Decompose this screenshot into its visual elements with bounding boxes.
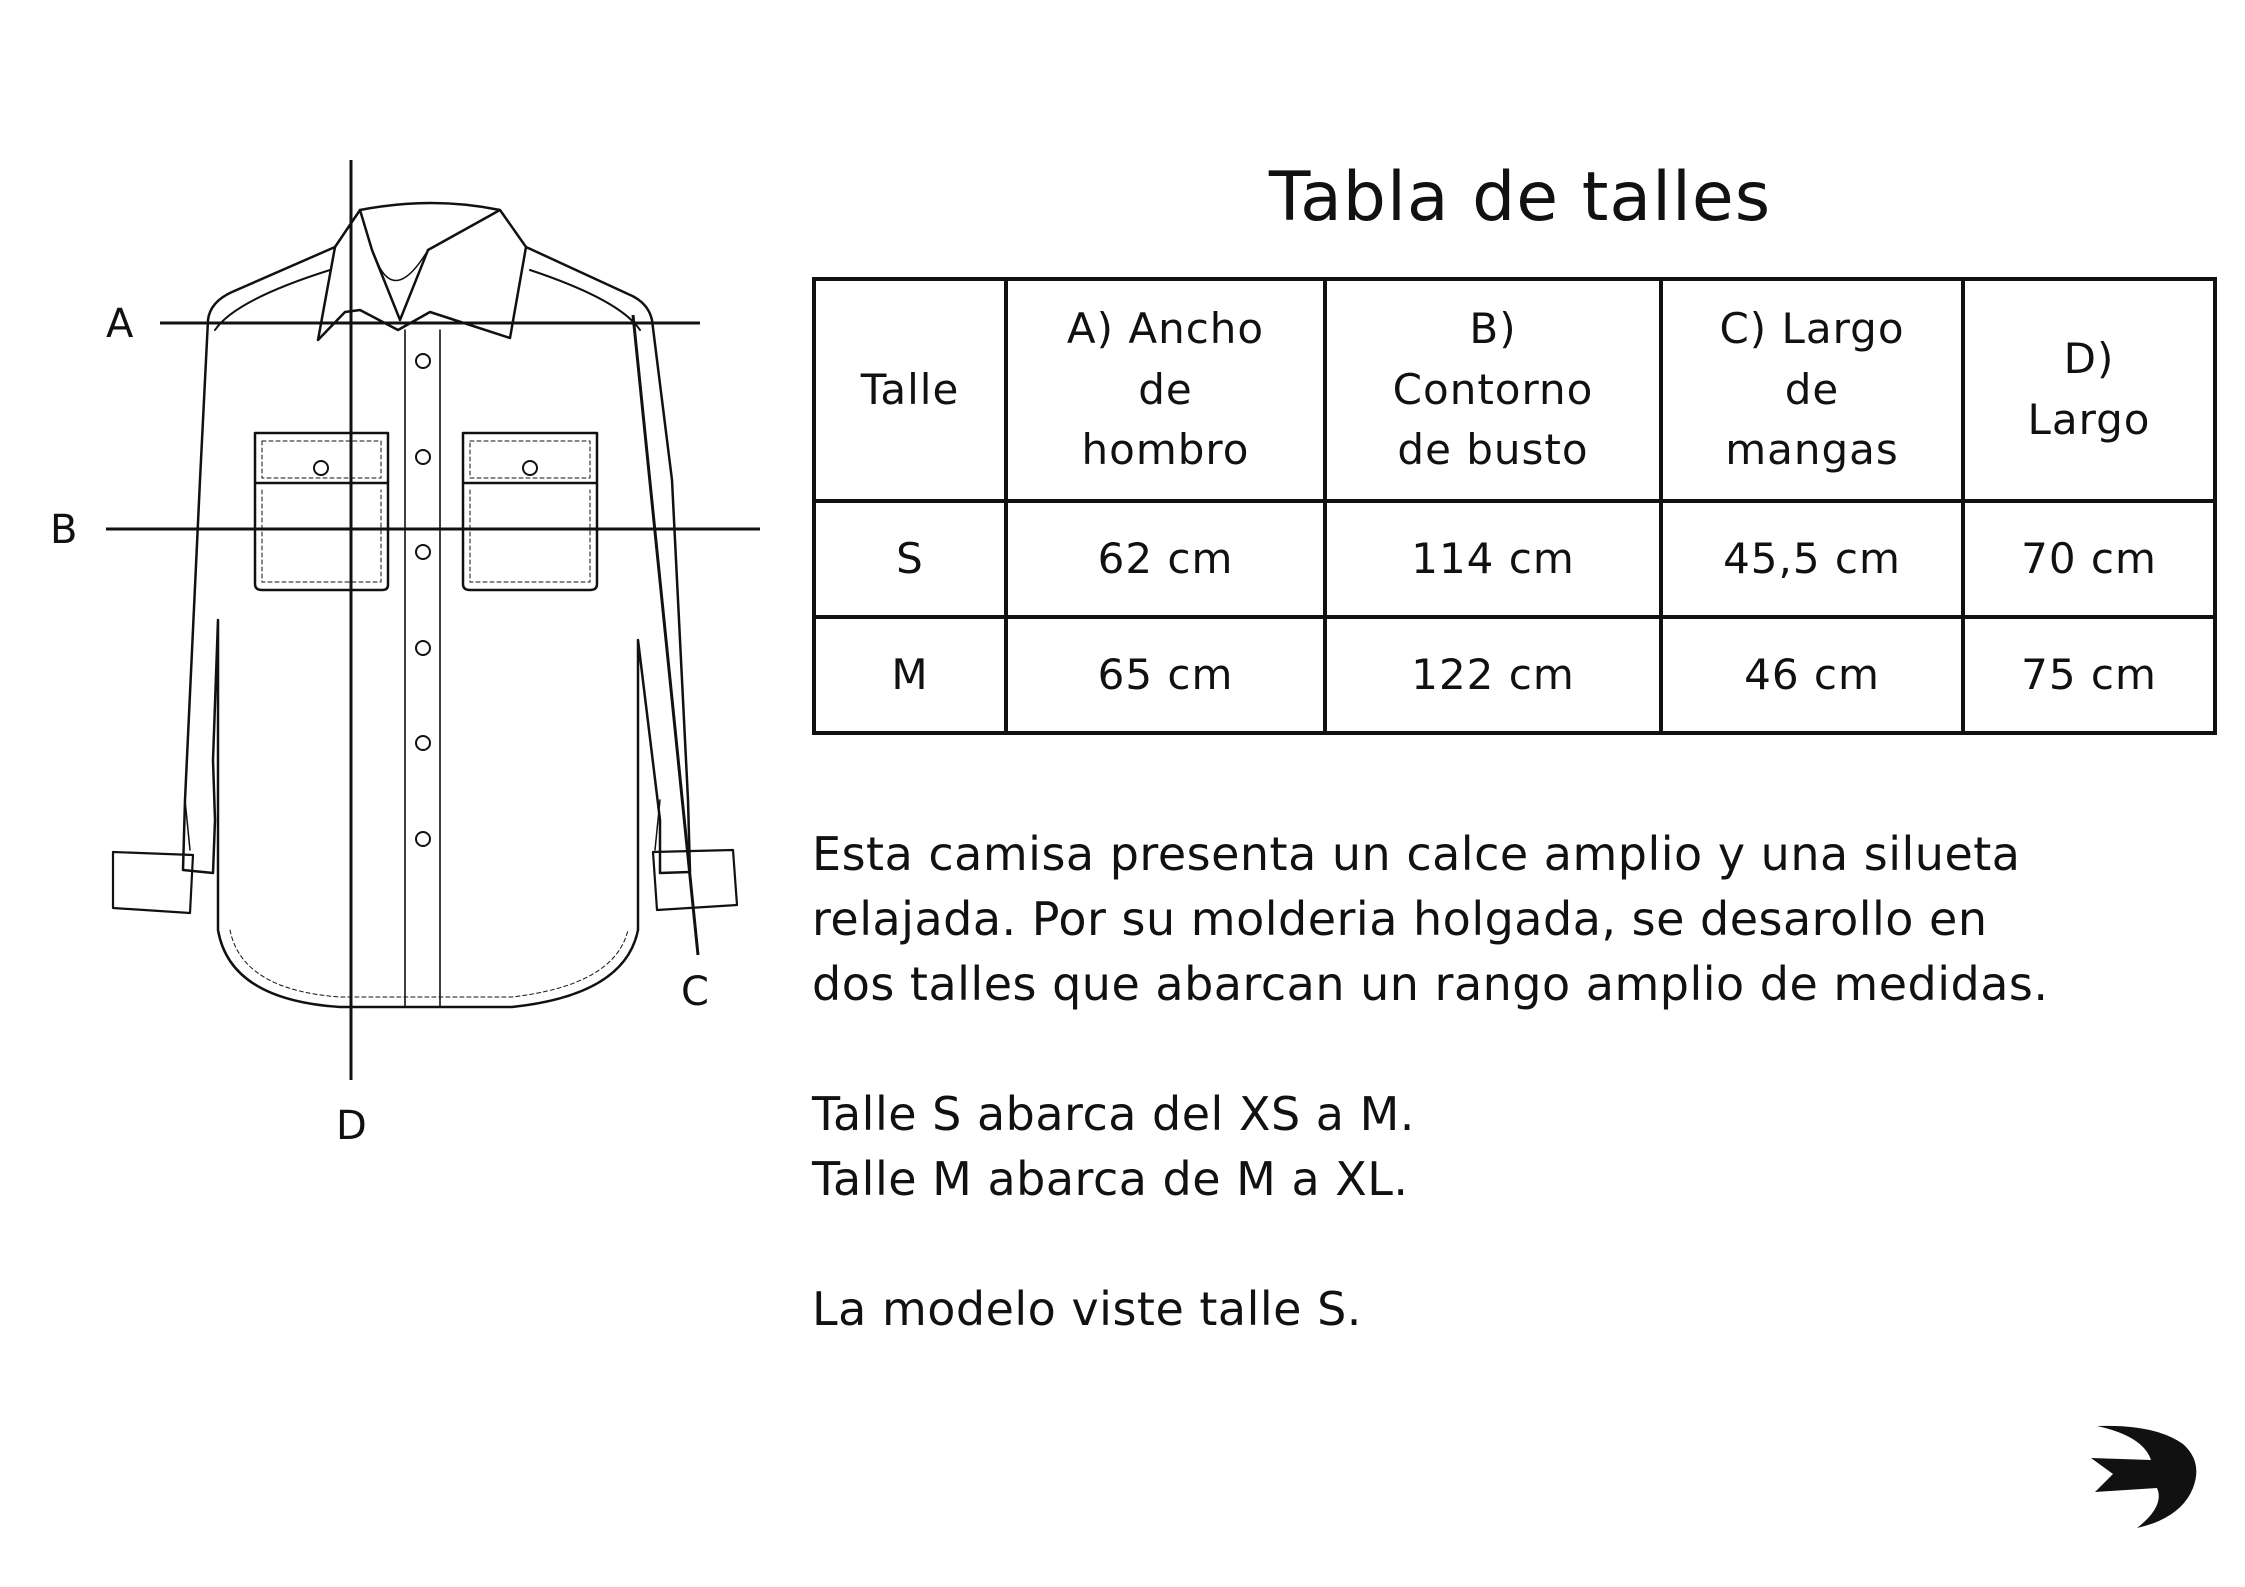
description-line: Esta camisa presenta un calce amplio y una silueta — [812, 827, 2021, 881]
table-cell: 114 cm — [1325, 501, 1661, 617]
button-4 — [416, 641, 430, 655]
description-line: dos talles que abarcan un rango amplio de medidas. — [812, 957, 2049, 1011]
spacer — [812, 1212, 2232, 1277]
label-a: A — [106, 301, 134, 347]
label-c: C — [681, 969, 709, 1015]
button-1 — [416, 354, 430, 368]
right-pocket — [463, 433, 597, 590]
page-title: Tabla de talles — [1268, 158, 1772, 237]
button-3 — [416, 545, 430, 559]
header-size: Talle — [814, 279, 1006, 501]
header-length: D) Largo — [1963, 279, 2215, 501]
table-cell: 46 cm — [1661, 617, 1963, 733]
table-cell: 122 cm — [1325, 617, 1661, 733]
pocket-button-right — [523, 461, 537, 475]
table-cell: 62 cm — [1006, 501, 1325, 617]
table-cell: M — [814, 617, 1006, 733]
label-d: D — [336, 1103, 367, 1149]
size-m-note: Talle M abarca de M a XL. — [812, 1152, 1409, 1206]
model-note: La modelo viste talle S. — [812, 1282, 1362, 1336]
description-line: relajada. Por su molderia holgada, se desarollo en — [812, 892, 1988, 946]
swallow-bird-icon — [2085, 1418, 2210, 1537]
left-pocket — [255, 433, 388, 590]
header-sleeve-length: C) Largo de mangas — [1661, 279, 1963, 501]
table-cell: 65 cm — [1006, 617, 1325, 733]
shirt-measurement-diagram — [0, 0, 780, 1587]
table-cell: 75 cm — [1963, 617, 2215, 733]
label-b: B — [50, 507, 78, 553]
shirt-collar — [318, 203, 526, 340]
measure-line-c — [633, 315, 698, 955]
table-cell: 70 cm — [1963, 501, 2215, 617]
button-6 — [416, 832, 430, 846]
spacer — [812, 1017, 2232, 1082]
header-bust: B) Contorno de busto — [1325, 279, 1661, 501]
shirt-drawing — [0, 0, 780, 1587]
size-table — [812, 277, 2217, 735]
size-s-note: Talle S abarca del XS a M. — [812, 1087, 1415, 1141]
header-shoulder-width: A) Ancho de hombro — [1006, 279, 1325, 501]
table-cell: 45,5 cm — [1661, 501, 1963, 617]
pocket-button-left — [314, 461, 328, 475]
button-5 — [416, 736, 430, 750]
table-cell: S — [814, 501, 1006, 617]
table-row — [814, 501, 2215, 617]
table-row — [814, 617, 2215, 733]
button-2 — [416, 450, 430, 464]
shirt-outline — [183, 247, 690, 1007]
table-header-row — [814, 279, 2215, 501]
description — [812, 822, 2232, 1342]
